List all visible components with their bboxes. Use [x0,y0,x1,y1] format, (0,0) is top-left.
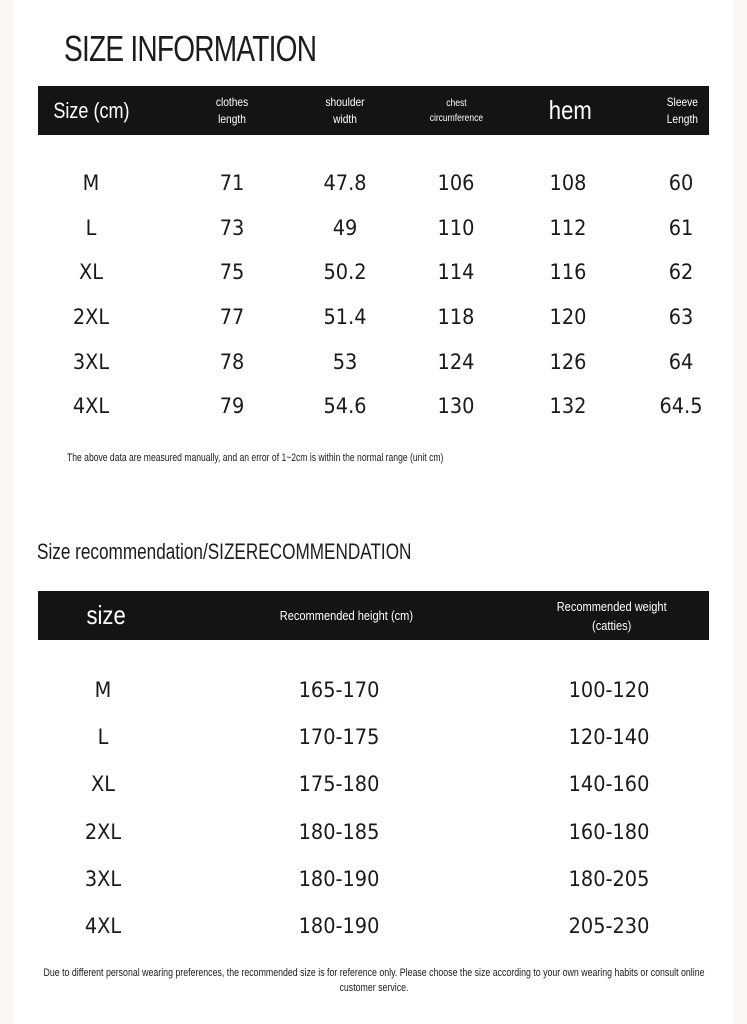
header-recommended-weight: Recommended weight (catties) [557,598,667,633]
shoulder-width-cell: 49 [332,216,358,240]
rec-height-cell: 165-170 [298,678,380,702]
size-cell: 3XL [72,350,110,374]
rec-height-cell: 175-180 [298,772,380,796]
size-cell: 2XL [72,305,110,329]
size-recommendation-title: Size recommendation/SIZERECOMMENDATION [37,539,412,564]
size-row [38,168,709,198]
shoulder-width-cell: 54.6 [323,394,367,418]
rec-weight-cell: 205-230 [568,914,650,938]
recommendation-row [38,769,709,799]
rec-weight-cell: 100-120 [568,678,650,702]
sleeve-length-cell: 63 [668,305,694,329]
size-table-header [38,86,709,135]
clothes-length-cell: 75 [219,260,245,284]
clothes-length-cell: 77 [219,305,245,329]
recommendation-table-header [38,591,709,640]
rec-weight-cell: 140-160 [568,772,650,796]
rec-height-cell: 180-190 [298,867,380,891]
shoulder-width-cell: 51.4 [323,305,367,329]
header-sleeve-length: Sleeve Length [666,94,698,126]
size-row [38,391,709,421]
rec-size-cell: M [94,678,112,702]
hem-cell: 108 [549,171,587,195]
clothes-length-cell: 78 [219,350,245,374]
chest-cell: 114 [437,260,475,284]
shoulder-width-cell: 47.8 [323,171,367,195]
header-size: size [86,600,126,630]
header-size-cm: Size (cm) [52,97,130,123]
recommendation-row [38,864,709,894]
size-cell: 4XL [72,394,110,418]
size-row [38,347,709,377]
header-recommended-height: Recommended height (cm) [279,608,413,623]
chest-cell: 106 [437,171,475,195]
size-cell: L [85,216,97,240]
rec-size-cell: XL [90,772,116,796]
rec-size-cell: 3XL [84,867,122,891]
size-cell: XL [78,260,104,284]
shoulder-width-cell: 50.2 [323,260,367,284]
rec-height-cell: 180-190 [298,914,380,938]
sleeve-length-cell: 64.5 [659,394,703,418]
hem-cell: 116 [549,260,587,284]
size-row [38,302,709,332]
sleeve-length-cell: 64 [668,350,694,374]
size-information-title: SIZE INFORMATION [64,28,317,69]
header-shoulder-width: shoulder width [325,94,365,126]
sleeve-length-cell: 62 [668,260,694,284]
header-clothes-length: clothes length [215,94,249,126]
rec-weight-cell: 160-180 [568,820,650,844]
rec-size-cell: 4XL [84,914,122,938]
footer-text: Due to different personal wearing preferences, the recommended size is for reference only. Please choose the size according to your own wearing habits or consult online customer service. [43,967,705,994]
chest-cell: 124 [437,350,475,374]
size-row [38,213,709,243]
hem-cell: 126 [549,350,587,374]
hem-cell: 120 [549,305,587,329]
recommendation-footer-note [0,966,747,996]
rec-weight-cell: 180-205 [568,867,650,891]
size-row [38,257,709,287]
measurement-note: The above data are measured manually, and an error of 1~2cm is within the normal range (unit cm) [67,452,444,464]
recommendation-row [38,911,709,941]
clothes-length-cell: 73 [219,216,245,240]
shoulder-width-cell: 53 [332,350,358,374]
rec-height-cell: 170-175 [298,725,380,749]
chest-cell: 118 [437,305,475,329]
rec-weight-cell: 120-140 [568,725,650,749]
chest-cell: 110 [437,216,475,240]
recommendation-row [38,722,709,752]
recommendation-row [38,675,709,705]
hem-cell: 112 [549,216,587,240]
size-cell: M [82,171,100,195]
header-hem: hem [548,95,592,125]
sleeve-length-cell: 61 [668,216,694,240]
header-chest-circumference: chest circumference [429,97,483,124]
chest-cell: 130 [437,394,475,418]
recommendation-row [38,817,709,847]
rec-size-cell: L [97,725,109,749]
rec-size-cell: 2XL [84,820,122,844]
hem-cell: 132 [549,394,587,418]
sleeve-length-cell: 60 [668,171,694,195]
clothes-length-cell: 79 [219,394,245,418]
rec-height-cell: 180-185 [298,820,380,844]
clothes-length-cell: 71 [219,171,245,195]
